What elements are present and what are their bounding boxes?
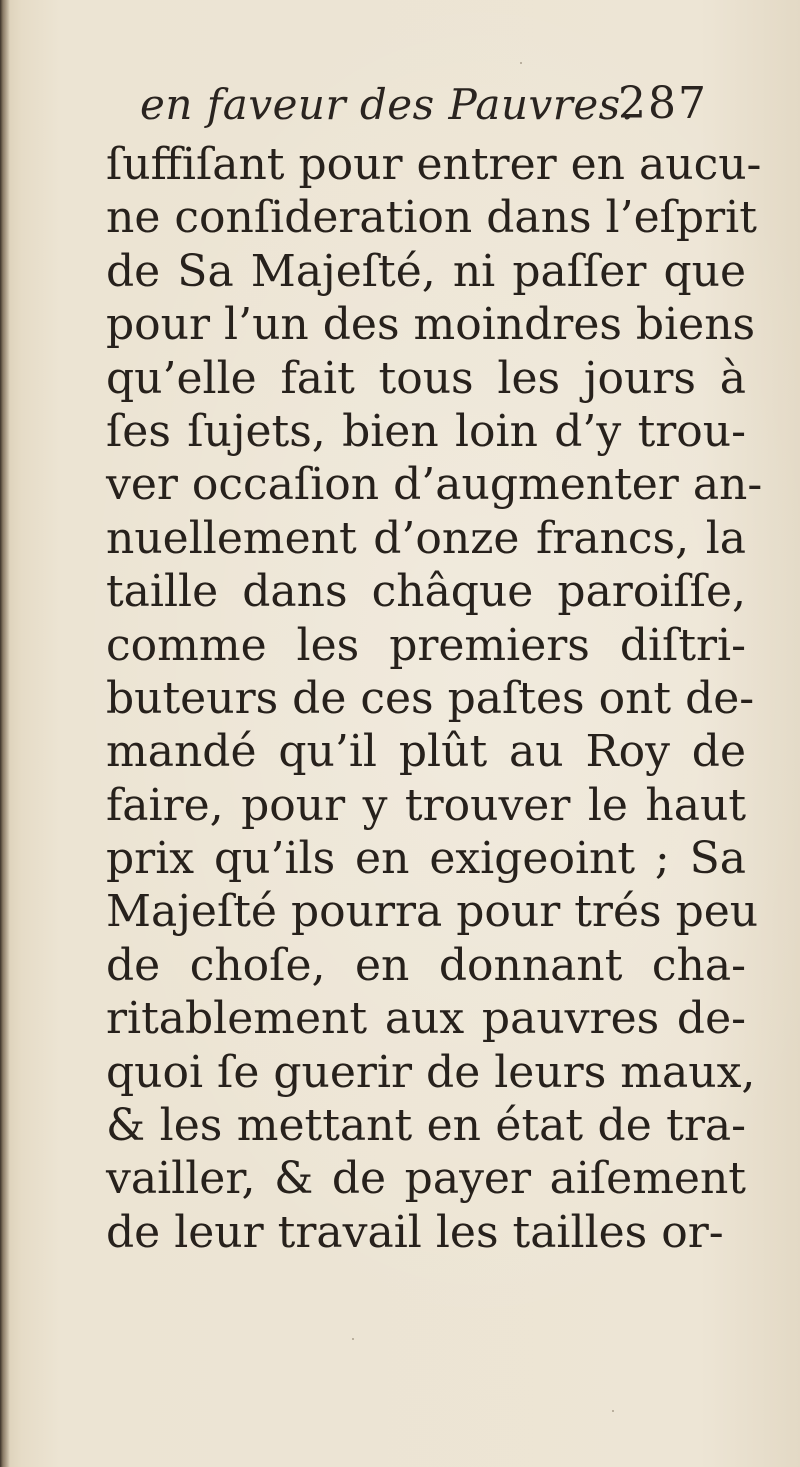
text-line: pour l’un des moindres biens (106, 299, 756, 351)
text-line: quoi ſe guerir de leurs maux, (106, 1046, 756, 1098)
paper-speck (352, 1338, 354, 1340)
text-line: prix qu’ils en exigeoint ; Sa (106, 833, 746, 885)
text-line: de leur travail les tailles or- (106, 1206, 724, 1258)
text-line: nuellement d’onze francs, la (106, 512, 746, 564)
text-line: comme les premiers diſtri- (106, 619, 746, 671)
text-line: qu’elle fait tous les jours à (106, 352, 746, 404)
text-line: ritablement aux pauvres de- (106, 993, 746, 1045)
text-line: vailler, & de payer aiſement (106, 1153, 746, 1205)
text-line: ſes ſujets, bien loin d’y trou- (106, 405, 746, 457)
binding-gutter (0, 0, 10, 1467)
running-title: en faveur des Pauvres. (140, 80, 635, 129)
text-line: ver occaſion d’augmenter an- (106, 459, 763, 511)
body-text (106, 138, 763, 1259)
paper-speck (520, 62, 522, 64)
text-line: & les mettant en état de tra- (106, 1100, 746, 1152)
text-line: Majeſté pourra pour trés peu (106, 886, 759, 938)
text-line: ne conſideration dans l’eſprit (106, 192, 757, 244)
text-line: buteurs de ces paſtes ont de- (106, 672, 755, 724)
text-line: de choſe, en donnant cha- (106, 939, 746, 991)
paper-speck (612, 1410, 614, 1412)
text-line: ſuffiſant pour entrer en aucu- (106, 139, 762, 190)
text-line: mandé qu’il plût au Roy de (106, 726, 746, 778)
text-line: taille dans châque paroiſſe, (106, 566, 746, 618)
text-line: de Sa Majeſté, ni paſſer que (106, 245, 746, 297)
text-line: faire, pour y trouver le haut (106, 779, 746, 831)
running-head (140, 78, 740, 138)
page-number: 287 (618, 78, 708, 129)
